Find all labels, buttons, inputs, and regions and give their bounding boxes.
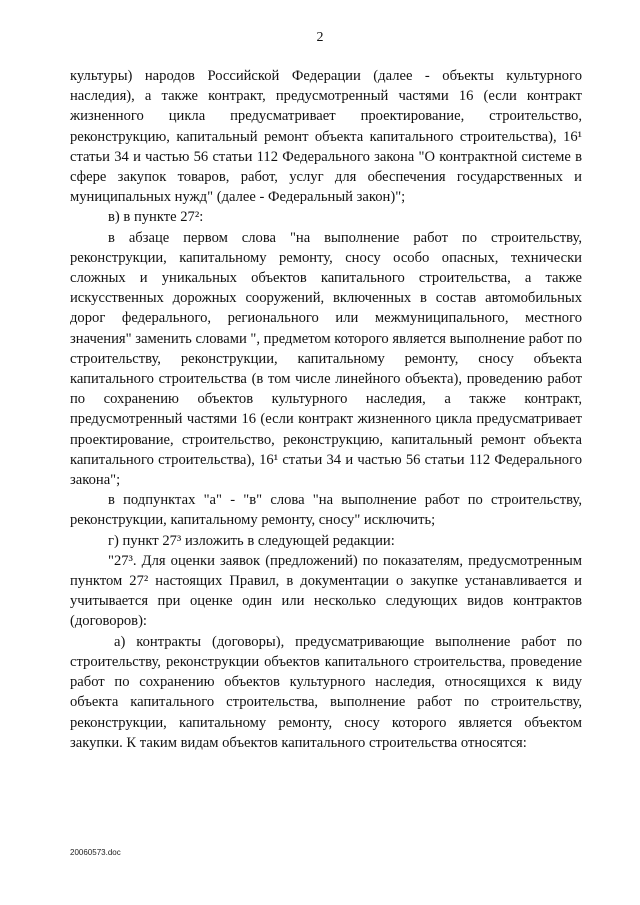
- paragraph-4: в подпунктах "а" - "в" слова "на выполнение работ по строительству, реконструкции, капитальному ремонту, сносу" исключить;: [70, 492, 582, 529]
- paragraph-3: в абзаце первом слова "на выполнение работ по строительству, реконструкции, капитальному ремонту, сносу особо опасных, технически сложных и уникальных объектов капитального строительства, а также искусственных дорожных сооружений, включенных в состав автомобильных дорог федерального, регионального или межмуниципального, местного значения" заменить словами ", предметом которого является выполнение работ по строительству, реконструкции, капитальному ремонту, сносу объекта капитального строительства (в том числе линейного объекта), проведению работ по сохранению объектов культурного наследия, а также контракт, предусмотренный частями 16 (если контракт жизненного цикла предусматривает проектирование, строительство, реконструкцию, капитальный ремонт объекта капитального строительства), 16¹ статьи 34 и частью 56 статьи 112 Федерального закона";: [70, 229, 583, 489]
- paragraph-5: г) пункт 27³ изложить в следующей редакции:: [108, 532, 395, 549]
- paragraph-2: в) в пункте 27²:: [108, 209, 204, 226]
- document-body: [70, 66, 582, 753]
- paragraph-1: культуры) народов Российской Федерации (далее - объекты культурного наследия), а также контракт, предусмотренный частями 16 (если контракт жизненного цикла предусматривает проектирование, строительство, реконструкцию, капитальный ремонт объекта капитального строительства), 16¹ статьи 34 и частью 56 статьи 112 Федерального закона "О контрактной системе в сфере закупок товаров, работ, услуг для обеспечения государственных и муниципальных нужд" (далее - Федеральный закон)";: [70, 68, 582, 206]
- page-number: 2: [316, 30, 324, 45]
- paragraph-6: "27³. Для оценки заявок (предложений) по показателям, предусмотренным пунктом 27² настоящих Правил, в документации о закупке устанавливается и учитывается при оценке один или несколько следующих видов контрактов (договоров):: [70, 552, 582, 630]
- paragraph-7: а) контракты (договоры), предусматривающие выполнение работ по строительству, реконструкции объектов капитального строительства, проведение работ по сохранению объектов культурного наследия, относящихся к виду объекта капитального строительства, выполнение работ по строительству, реконструкции, капитальному ремонту, сносу которого является объектом закупки. К таким видам объектов капитального строительства относятся:: [70, 633, 582, 751]
- footer-filename: 20060573.doc: [70, 848, 121, 857]
